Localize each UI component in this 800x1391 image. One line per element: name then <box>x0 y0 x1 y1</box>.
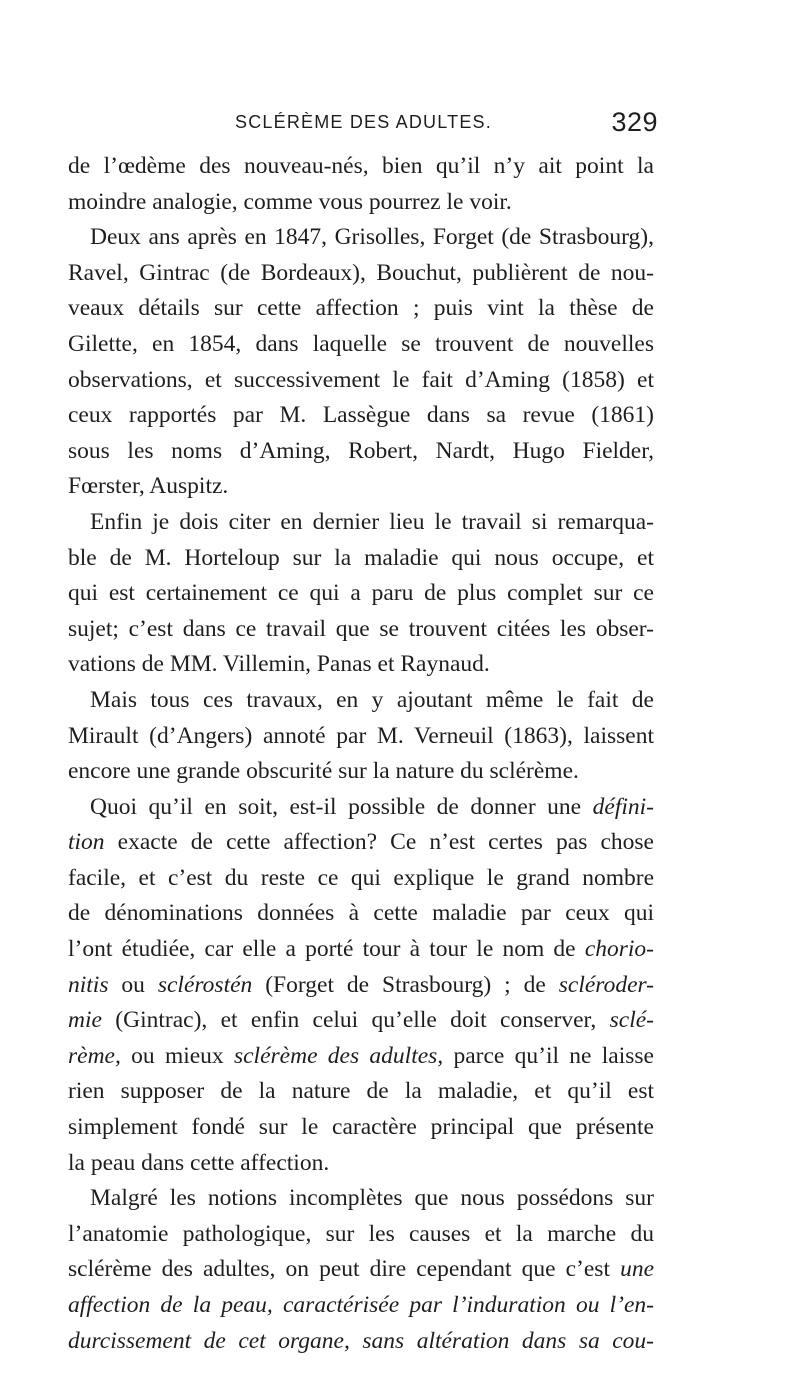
text-line: facile, et c’est du reste ce qui explique le grand nombre <box>68 864 654 891</box>
text-line: simplement fondé sur le caractère principal que présente <box>68 1114 654 1141</box>
text-run: exacte de cette affection? Ce n’est certes pas chose <box>104 829 654 856</box>
text-line: la peau dans cette affection. <box>68 1149 330 1176</box>
text-line: Deux ans après en 1847, Grisolles, Forget (de Strasbourg), <box>90 224 654 251</box>
text-line <box>68 1003 654 1039</box>
body-text <box>68 149 654 1359</box>
italic-term: sclé- <box>609 1007 654 1034</box>
text-run: ou <box>108 971 158 998</box>
italic-term: sclérostén <box>157 971 253 998</box>
text-line: de dénominations données à cette maladie par ceux qui <box>68 900 654 927</box>
text-line: qui est certainement ce qui a paru de plus complet sur ce <box>68 580 654 607</box>
text-line <box>68 932 654 968</box>
text-line: Gilette, en 1854, dans laquelle se trouvent de nouvelles <box>68 330 654 357</box>
text-line: vations de MM. Villemin, Panas et Raynaud. <box>68 651 490 678</box>
italic-term: mie <box>68 1007 102 1034</box>
text-line: sous les noms d’Aming, Robert, Nardt, Hugo Fielder, <box>68 437 654 464</box>
page-header <box>0 107 800 142</box>
text-line: Fœrster, Auspitz. <box>68 473 229 500</box>
running-title: SCLÉRÈME DES ADULTES. <box>235 112 492 132</box>
page-number: 329 <box>611 107 658 137</box>
text-line: veaux détails sur cette affection ; puis vint la thèse de <box>68 295 654 322</box>
text-line: Ravel, Gintrac (de Bordeaux), Bouchut, publièrent de nou- <box>68 259 654 286</box>
text-line: Mirault (d’Angers) annoté par M. Verneuil (1863), laissent <box>68 722 654 749</box>
text-line: ceux rapportés par M. Lassègue dans sa revue (1861) <box>68 402 654 429</box>
text-line: observations, et successivement le fait d’Aming (1858) et <box>68 366 654 393</box>
text-run: (Forget de Strasbourg) ; de <box>252 971 559 998</box>
text-line <box>68 968 654 1004</box>
italic-term: sclérème des adultes, <box>233 1042 444 1069</box>
text-line: sujet; c’est dans ce travail que se trouvent citées les obser- <box>68 615 654 642</box>
text-line: Mais tous ces travaux, en y ajoutant même le fait de <box>90 686 654 713</box>
italic-term: une <box>620 1256 654 1283</box>
text-line <box>68 825 654 861</box>
italic-term: scléroder- <box>558 971 655 998</box>
text-line: ble de M. Horteloup sur la maladie qui nous occupe, et <box>68 544 654 571</box>
text-line <box>68 790 654 826</box>
text-run: Quoi qu’il en soit, est-il possible de donner une <box>90 793 593 820</box>
text-line: de l’œdème des nouveau-nés, bien qu’il n’y ait point la <box>68 153 654 179</box>
text-line: Enfin je dois citer en dernier lieu le travail si remarqua- <box>90 508 654 535</box>
text-line: affection de la peau, caractérisée par l’induration ou l’en- <box>68 1292 654 1318</box>
italic-term: chorio- <box>584 936 654 963</box>
text-run: (Gintrac), et enfin celui qu’elle doit conserver, <box>101 1007 610 1034</box>
text-line: Malgré les notions incomplètes que nous possédons sur <box>90 1185 654 1212</box>
italic-term: tion <box>68 829 105 856</box>
text-line: encore une grande obscurité sur la nature du sclérème. <box>68 758 579 785</box>
text-run: ou mieux <box>120 1042 234 1069</box>
text-run: sclérème des adultes, on peut dire cependant que c’est <box>68 1256 621 1283</box>
text-line: moindre analogie, comme vous pourrez le voir. <box>68 188 512 215</box>
text-line: durcissement de cet organe, sans altération dans sa cou- <box>68 1327 654 1354</box>
text-line <box>68 1252 654 1288</box>
italic-term: nitis <box>68 971 109 998</box>
text-line: rien supposer de la nature de la maladie, et qu’il est <box>68 1078 654 1105</box>
text-line <box>68 1039 654 1075</box>
text-run: parce qu’il ne laisse <box>443 1042 654 1069</box>
italic-term: défini- <box>592 793 654 820</box>
italic-term: rème, <box>68 1042 121 1069</box>
text-line: l’anatomie pathologique, sur les causes et la marche du <box>68 1220 654 1247</box>
text-run: l’ont étudiée, car elle a porté tour à tour le nom de <box>68 936 585 963</box>
